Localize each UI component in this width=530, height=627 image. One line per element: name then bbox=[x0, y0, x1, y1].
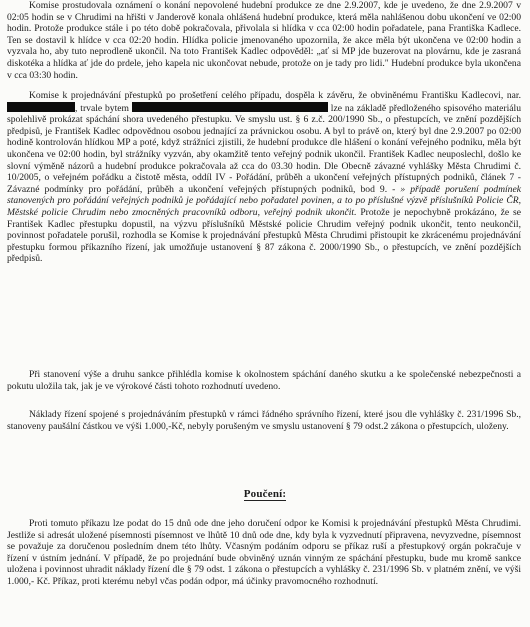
redaction-address bbox=[132, 102, 328, 112]
paragraph-costs bbox=[7, 409, 521, 432]
paragraph-text: Náklady řízení spojené s projednáváním přestupků v rámci řádného správního řízení, které jsou dle vyhlášky č. 231/1996 Sb., stanoveny paušální částkou ve výši 1.000,-Kč, nebyly porušeným ve smyslu ustanovení § 79 odst.2 zákona o přestupcích, uloženy. bbox=[7, 409, 521, 432]
paragraph-committee-findings bbox=[7, 90, 521, 265]
paragraph-text: Komise prostudovala oznámení o konání nepovolené hudební produkce ze dne 2.9.2007, kde je uvedeno, že dne 2.9.2007 v 02:05 hodin se v Chrudimi na hřišti v Janderově konala ohlášená hudební produkce, která měla nahlášenou dobu ukončení ve 02:00 hodin. Protože produkce stále i po této době pokračovala, přivolala si hlídka v cca 02:00 hodin pořadatele, pana Františka Kadlece. Ten se dostavil k hlídce v cca 02:20 hodin. Hlídka policie jmenovaného upozornila, že akce měla být ukončena ve 02:00 hodin a vyzvala ho, aby tuto neprodleně ukončil. Na toto František Kadlec odpověděl: „ať si MP jde buzerovat na plovárnu, kde je zasraná diskotéka a hlídka ať jde do prdele, jeho kapela nic ukončovat nebude, protože on je tady pro lidi." Hudební produkce byla ukončena v cca 03:30 hodin. bbox=[7, 0, 521, 81]
paragraph-text: lze na základě předloženého spisového materiálu spolehlivě prokázat spáchání shora uvedeného přestupku. Ve smyslu ust. § 6 z.č. 200/1990 Sb., o přestupcích, ve znění pozdějších předpisů, je František Kadlec odpovědnou osobou jednající za právnickou osobu. A byl to právě on, který byl dne 2.9.2007 po 02:00 hodině kontrolován hlídkou MP a poté, když strážníci zjistili, že hudební produkce dle hlášení o konání veřejného podniku, měla být ukončena ve 02:00 hodin, byl strážníky vyzván, aby okamžitě tento veřejný podnik ukončil. František Kadlec neuposlechl, došlo ke slovní výměně názorů a hudební produkce pokračovala až cca do 03.30 hodin. Dle Obecně závazné vyhlášky Města Chrudimi č. 10/2005, o veřejném pořádku a čistotě města, oddíl IV - Pořádání, průběh a ukončení veřejných přístupných podniků, článek 7 - Závazné podmínky pro pořádání, průběh a ukončení veřejných přístupných podniků, bod 9. - bbox=[7, 102, 522, 195]
paragraph-sanction bbox=[7, 369, 521, 392]
quoted-regulation: » případě porušení podmínek stanovených pro pořádání veřejných podniků je pořádající nebo pořadatel povinen, a to po příslušné výzvě příslušníků Policie ČR, Městské policie Chrudim nebo zmocněných pracovníků odboru, veřejný podnik ukončit. bbox=[7, 183, 521, 218]
paragraph-text: , trvale bytem bbox=[75, 102, 129, 114]
paragraph-text: Při stanovení výše a druhu sankce přihlédla komise k okolnostem spáchání daného skutku a ke společenské nebezpečnosti a pokutu uložila tak, jak je ve výrokové části tohoto rozhodnutí uvedeno. bbox=[7, 369, 521, 392]
paragraph-instructions bbox=[7, 518, 521, 588]
heading-text: Poučení: bbox=[243, 488, 287, 500]
paragraph-notice-summary bbox=[7, 0, 521, 81]
paragraph-text: Proti tomuto příkazu lze podat do 15 dnů ode dne jeho doručení odpor ke Komisi k projednávání přestupků Města Chrudimi. Jestliže si adresát uložené písemnosti písemnost ve lhůtě 10 dnů ode dne, kdy byla k vyzvednutí připravena, nevyzvedne, písemnost se považuje za doručenou posledním dnem této lhůty. Včasným podáním odporu se příkaz ruší a přestupkový orgán pokračuje v řízení v ústním jednání. V případě, že po projednání bude obviněný uznán vinným ze spáchání přestupku, bude mu kromě sankce uložena i povinnost uhradit náklady řízení dle § 79 odst. 1 zákona o přestupcích a vyhlášky č. 231/1996 Sb. v platném znění, ve výši 1.000,- Kč. Příkaz, proti kterému nebyl včas podán odpor, má účinky pravomocného rozhodnutí. bbox=[7, 518, 521, 587]
redaction-birthdate bbox=[7, 102, 75, 112]
paragraph-text: Protože je nepochybně prokázáno, že se František Kadlec přestupku dopustil, na výzvu příslušníků Městské policie Chrudim veřejný podnik ukončit, tento neukončil, povinnost pořadatele porušil, rozhodla se Komise k projednávání přestupků Města Chrudimi přistoupit ke zkrácenému projednávání přestupku formou příkazního řízení, jak umožňuje ustanovení § 87 zákona č. 2000/1990 Sb., o přestupcích, ve znění pozdějších předpisů. bbox=[7, 206, 521, 265]
section-heading-pouceni bbox=[0, 489, 530, 501]
paragraph-text: Komise k projednávání přestupků po prošetření celého případu, dospěla k závěru, že obviněnému Františku Kadlecovi, nar. bbox=[29, 90, 521, 101]
